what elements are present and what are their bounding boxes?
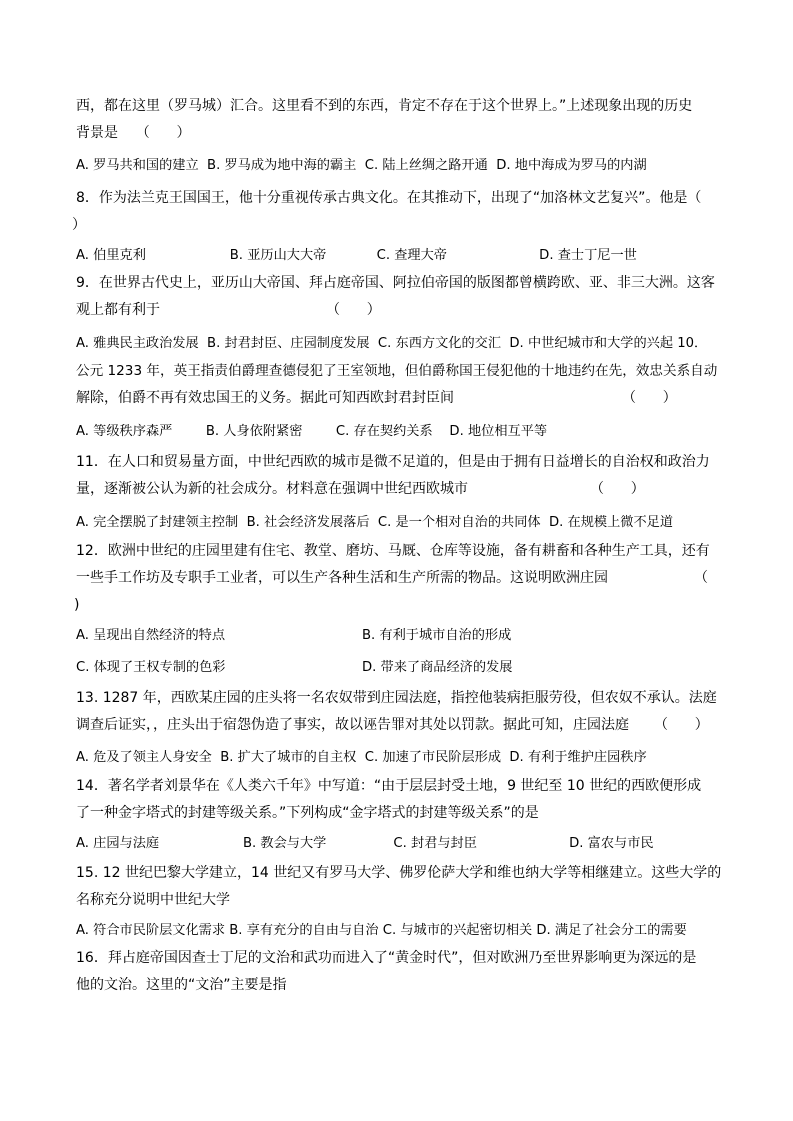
q7-options: A. 罗马共和国的建立 B. 罗马成为地中海的霸主 C. 陆上丝绸之路开通 D. 地中海成为罗马的内湖 [76, 158, 647, 173]
q16-stem-line-1: 16．拜占庭帝国因查士丁尼的文治和武功而进入了“黄金时代”，但对欧洲乃至世界影响更为深远的是 [76, 950, 697, 966]
q12-option-d: D. 带来了商品经济的发展 [362, 660, 513, 675]
q14-stem-line-2: 了一种金字塔式的封建等级关系。”下列构成“金字塔式的封建等级关系”的是 [76, 805, 539, 821]
q13-answer-bracket: （ ） [654, 717, 709, 733]
q9-options: A. 雅典民主政治发展 B. 封君封臣、庄园制度发展 C. 东西方文化的交汇 D. 中世纪城市和大学的兴起 10． [76, 336, 708, 351]
q11-answer-bracket: （ ） [590, 481, 645, 497]
q12-stem-line-1: 12．欧洲中世纪的庄园里建有住宅、教堂、磨坊、马厩、仓库等设施，备有耕畜和各种生产工具，还有 [76, 543, 710, 559]
q12-answer-bracket-open: （ [694, 570, 708, 586]
q11-stem-line-1: 11．在人口和贸易量方面，中世纪西欧的城市是微不足道的，但是由于拥有日益增长的自治权和政治力 [76, 454, 710, 470]
q13-options: A. 危及了领主人身安全 B. 扩大了城市的自主权 C. 加速了市民阶层形成 D. 有利于维护庄园秩序 [76, 750, 647, 765]
q10-stem-line-2: 解除，伯爵不再有效忠国王的义务。据此可知西欧封君封臣间 [76, 390, 454, 406]
q7-stem-line-1: 西，都在这里（罗马城）汇合。这里看不到的东西，肯定不存在于这个世界上。”上述现象出现的历史 [76, 98, 693, 114]
q10-stem-line-1: 公元 1233 年，英王指责伯爵理查德侵犯了王室领地，但伯爵称国王侵犯他的十地违约在先，效忠关系自动 [76, 363, 718, 379]
q10-answer-bracket: （ ） [622, 390, 677, 406]
q12-answer-bracket-close: ) [74, 597, 80, 613]
q12-stem-line-2: 一些手工作坊及专职手工业者，可以生产各种生活和生产所需的物品。这说明欧洲庄园 [76, 570, 608, 586]
q8-stem-line-2: ） [72, 217, 86, 233]
q12-option-c: C. 体现了王权专制的色彩 [76, 660, 226, 675]
q9-stem-line-2: 观上都有利于 [76, 302, 160, 318]
q8-stem-line-1: 8．作为法兰克王国国王，他十分重视传承古典文化。在其推动下，出现了“加洛林文艺复兴”。他是（ [76, 190, 702, 206]
q12-option-a: A. 呈现出自然经济的特点 [76, 628, 226, 643]
q11-options: A. 完全摆脱了封建领主控制 B. 社会经济发展落后 C. 是一个相对自治的共同体 D. 在规模上微不足道 [76, 515, 674, 530]
q8-options: A. 伯里克利 B. 亚历山大大帝 C. 查理大帝 D. 查士丁尼一世 [76, 248, 637, 263]
q12-option-b: B. 有利于城市自治的形成 [362, 628, 512, 643]
q13-stem-line-2: 调查后证实，，庄头出于宿怨伪造了事实，故以诬告罪对其处以罚款。据此可知，庄园法庭 [76, 717, 629, 733]
q14-options: A. 庄园与法庭 B. 教会与大学 C. 封君与封臣 D. 富农与市民 [76, 836, 654, 851]
q11-stem-line-2: 量，逐渐被公认为新的社会成分。材料意在强调中世纪西欧城市 [76, 481, 468, 497]
q15-stem-line-2: 名称充分说明中世纪大学 [76, 892, 230, 908]
q15-stem-line-1: 15. 12 世纪巴黎大学建立，14 世纪又有罗马大学、佛罗伦萨大学和维也纳大学等相继建立。这些大学的 [76, 865, 722, 881]
q7-stem-line-2: 背景是 （ ） [76, 125, 191, 141]
q13-stem-line-1: 13. 1287 年，西欧某庄园的庄头将一名农奴带到庄园法庭，指控他装病拒服劳役，但农奴不承认。法庭 [76, 690, 717, 706]
q15-options: A. 符合市民阶层文化需求 B. 享有充分的自由与自治 C. 与城市的兴起密切相关 D. 满足了社会分工的需要 [76, 923, 687, 938]
q9-stem-line-1: 9．在世界古代史上，亚历山大帝国、拜占庭帝国、阿拉伯帝国的版图都曾横跨欧、亚、非三大洲。这客 [76, 275, 715, 291]
q16-stem-line-2: 他的文治。这里的“文治”主要是指 [76, 977, 287, 993]
q10-options: A. 等级秩序森严 B. 人身依附紧密 C. 存在契约关系 D. 地位相互平等 [76, 424, 548, 439]
q9-answer-bracket: （ ） [326, 302, 381, 318]
q14-stem-line-1: 14．著名学者刘景华在《人类六千年》中写道：“由于层层封受土地，9 世纪至 10 世纪的西欧便形成 [76, 778, 702, 794]
